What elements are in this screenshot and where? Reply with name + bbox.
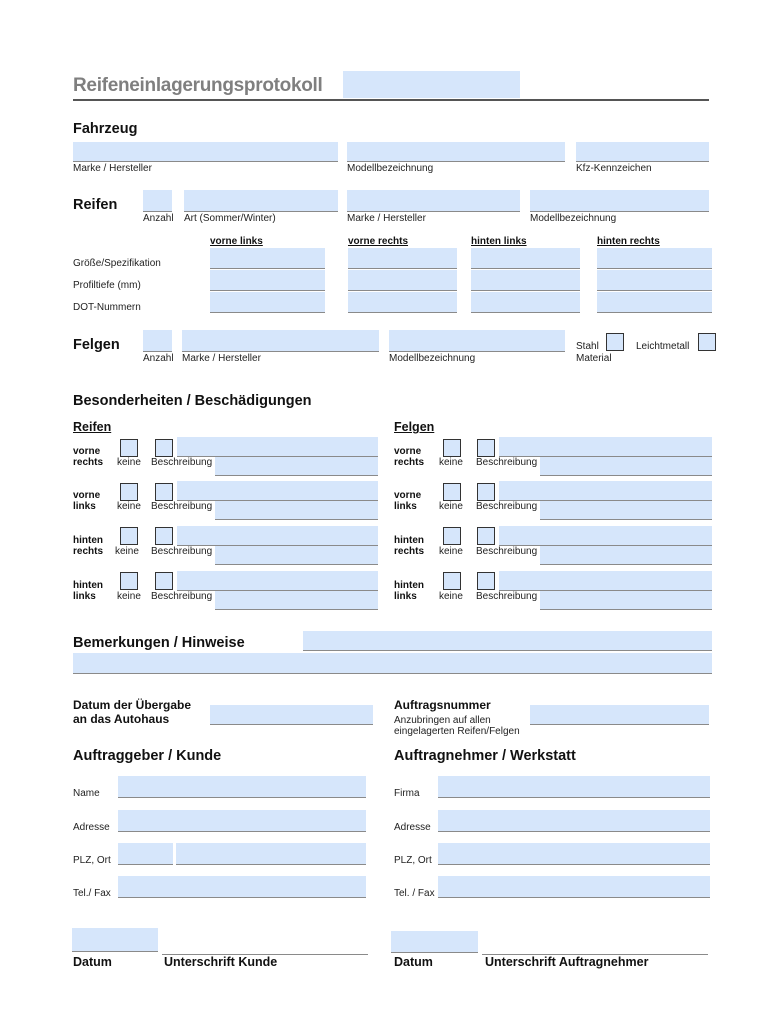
reifen-row-groesse-label: Größe/Spezifikation [73, 258, 161, 269]
auftragsnummer-hint-line2: eingelagerten Reifen/Felgen [394, 726, 520, 737]
reifen-vr-beschreibung-checkbox[interactable] [155, 439, 173, 457]
reifen-marke-field[interactable] [347, 190, 520, 212]
reifen-profil-vr-field[interactable] [348, 270, 457, 291]
keine-label: keine [439, 457, 463, 468]
felgen-hl-beschreibung-field-1[interactable] [499, 571, 712, 591]
reifen-row-pos2: links [73, 501, 96, 512]
felgen-leichtmetall-checkbox[interactable] [698, 333, 716, 351]
keine-label: keine [117, 457, 141, 468]
felgen-hr-beschreibung-field-2[interactable] [540, 546, 712, 565]
signature-datum-label: Datum [73, 955, 112, 969]
section-reifen-heading: Reifen [73, 197, 118, 213]
kunde-ort-field[interactable] [176, 843, 366, 865]
title-rule [73, 99, 709, 101]
werkstatt-adresse-field[interactable] [438, 810, 710, 832]
reifen-modell-field[interactable] [530, 190, 709, 212]
reifen-groesse-hr-field[interactable] [597, 248, 712, 269]
felgen-stahl-label: Stahl [576, 341, 599, 352]
felgen-material-label: Material [576, 353, 612, 364]
reifen-vr-beschreibung-field-2[interactable] [215, 457, 378, 476]
reifen-row-pos1: hinten [73, 580, 103, 591]
beschreibung-label: Beschreibung [151, 546, 213, 557]
reifen-hr-beschreibung-checkbox[interactable] [155, 527, 173, 545]
felgen-row-pos1: hinten [394, 580, 424, 591]
felgen-row-pos2: rechts [394, 457, 425, 468]
reifen-hr-beschreibung-field-2[interactable] [215, 546, 378, 565]
auftragsnummer-heading: Auftragsnummer [394, 698, 491, 712]
werkstatt-plz-field[interactable] [438, 843, 710, 865]
reifen-hr-beschreibung-field-1[interactable] [177, 526, 378, 546]
felgen-row-pos1: hinten [394, 535, 424, 546]
felgen-hl-beschreibung-checkbox[interactable] [477, 572, 495, 590]
felgen-row-pos1: vorne [394, 446, 422, 457]
reifen-vr-keine-checkbox[interactable] [120, 439, 138, 457]
felgen-row-pos2: links [394, 591, 417, 602]
fahrzeug-marke-field[interactable] [73, 142, 338, 162]
felgen-hr-keine-checkbox[interactable] [443, 527, 461, 545]
reifen-hl-beschreibung-field-2[interactable] [215, 591, 378, 610]
reifen-vl-beschreibung-field-1[interactable] [177, 481, 378, 501]
felgen-anzahl-field[interactable] [143, 330, 172, 352]
besonderheiten-reifen-heading: Reifen [73, 420, 112, 434]
reifen-groesse-vr-field[interactable] [348, 248, 457, 269]
felgen-row-pos2: rechts [394, 546, 425, 557]
felgen-hl-keine-checkbox[interactable] [443, 572, 461, 590]
kunde-adresse-field[interactable] [118, 810, 366, 832]
fahrzeug-kfz-label: Kfz-Kennzeichen [576, 163, 652, 174]
reifen-dot-hl-field[interactable] [471, 292, 580, 313]
keine-label: keine [117, 501, 141, 512]
fahrzeug-modell-label: Modellbezeichnung [347, 163, 434, 174]
felgen-stahl-checkbox[interactable] [606, 333, 624, 351]
felgen-row-pos1: vorne [394, 490, 422, 501]
reifen-hl-keine-checkbox[interactable] [120, 572, 138, 590]
felgen-vl-beschreibung-checkbox[interactable] [477, 483, 495, 501]
reifen-dot-vr-field[interactable] [348, 292, 457, 313]
beschreibung-label: Beschreibung [151, 591, 213, 602]
reifen-marke-label: Marke / Hersteller [347, 213, 426, 224]
kunde-plz-label: PLZ, Ort [73, 855, 111, 866]
uebergabe-label-line2: an das Autohaus [73, 712, 170, 726]
uebergabe-datum-field[interactable] [210, 705, 373, 725]
felgen-hr-beschreibung-checkbox[interactable] [477, 527, 495, 545]
werkstatt-datum-field[interactable] [391, 931, 478, 953]
beschreibung-label: Beschreibung [476, 457, 538, 468]
reifen-vl-beschreibung-field-2[interactable] [215, 501, 378, 520]
werkstatt-tel-label: Tel. / Fax [394, 888, 435, 899]
title-number-field[interactable] [343, 71, 520, 98]
werkstatt-adresse-label: Adresse [394, 822, 431, 833]
reifen-col-hinten-links: hinten links [471, 236, 527, 247]
felgen-vr-beschreibung-field-1[interactable] [499, 437, 712, 457]
signature-datum2-label: Datum [394, 955, 433, 969]
kunde-name-label: Name [73, 788, 100, 799]
reifen-profil-hl-field[interactable] [471, 270, 580, 291]
section-werkstatt-heading: Auftragnehmer / Werkstatt [394, 748, 576, 764]
felgen-modell-field[interactable] [389, 330, 565, 352]
werkstatt-tel-field[interactable] [438, 876, 710, 898]
besonderheiten-felgen-heading: Felgen [394, 420, 435, 434]
beschreibung-label: Beschreibung [476, 591, 538, 602]
beschreibung-label: Beschreibung [476, 546, 538, 557]
reifen-anzahl-label: Anzahl [143, 213, 174, 224]
reifen-anzahl-field[interactable] [143, 190, 172, 212]
felgen-vl-beschreibung-field-1[interactable] [499, 481, 712, 501]
kunde-plz-field[interactable] [118, 843, 173, 865]
felgen-vr-keine-checkbox[interactable] [443, 439, 461, 457]
reifen-col-vorne-links: vorne links [210, 236, 263, 247]
beschreibung-label: Beschreibung [151, 501, 213, 512]
felgen-marke-label: Marke / Hersteller [182, 353, 261, 364]
reifen-art-field[interactable] [184, 190, 338, 212]
reifen-vr-beschreibung-field-1[interactable] [177, 437, 378, 457]
reifen-row-dot-label: DOT-Nummern [73, 302, 141, 313]
reifen-vl-keine-checkbox[interactable] [120, 483, 138, 501]
fahrzeug-kfz-field[interactable] [576, 142, 709, 162]
reifen-groesse-hl-field[interactable] [471, 248, 580, 269]
reifen-hl-beschreibung-field-1[interactable] [177, 571, 378, 591]
reifen-row-pos2: rechts [73, 546, 104, 557]
reifen-row-pos1: vorne [73, 490, 101, 501]
beschreibung-label: Beschreibung [476, 501, 538, 512]
kunde-adresse-label: Adresse [73, 822, 110, 833]
felgen-vl-beschreibung-field-2[interactable] [540, 501, 712, 520]
signature-werkstatt-label: Unterschrift Auftragnehmer [485, 955, 649, 969]
werkstatt-firma-field[interactable] [438, 776, 710, 798]
beschreibung-label: Beschreibung [151, 457, 213, 468]
section-besonderheiten-heading: Besonderheiten / Beschädigungen [73, 393, 312, 409]
felgen-anzahl-label: Anzahl [143, 353, 174, 364]
reifen-col-hinten-rechts: hinten rechts [597, 236, 660, 247]
felgen-hl-beschreibung-field-2[interactable] [540, 591, 712, 610]
auftragsnummer-field[interactable] [530, 705, 709, 725]
keine-label: keine [117, 591, 141, 602]
reifen-dot-hr-field[interactable] [597, 292, 712, 313]
section-fahrzeug-heading: Fahrzeug [73, 121, 138, 137]
keine-label: keine [439, 591, 463, 602]
section-felgen-heading: Felgen [73, 337, 120, 353]
kunde-tel-field[interactable] [118, 876, 366, 898]
fahrzeug-modell-field[interactable] [347, 142, 565, 162]
kunde-name-field[interactable] [118, 776, 366, 798]
felgen-hr-beschreibung-field-1[interactable] [499, 526, 712, 546]
bemerkungen-field-2[interactable] [73, 653, 712, 674]
felgen-row-pos2: links [394, 501, 417, 512]
werkstatt-plz-label: PLZ, Ort [394, 855, 432, 866]
reifen-profil-hr-field[interactable] [597, 270, 712, 291]
reifen-hl-beschreibung-checkbox[interactable] [155, 572, 173, 590]
keine-label: keine [115, 546, 139, 557]
reifen-art-label: Art (Sommer/Winter) [184, 213, 276, 224]
reifen-dot-vl-field[interactable] [210, 292, 325, 313]
section-kunde-heading: Auftraggeber / Kunde [73, 748, 222, 764]
reifen-groesse-vl-field[interactable] [210, 248, 325, 269]
kunde-tel-label: Tel./ Fax [73, 888, 111, 899]
reifen-col-vorne-rechts: vorne rechts [348, 236, 409, 247]
felgen-vr-beschreibung-field-2[interactable] [540, 457, 712, 476]
uebergabe-label-line1: Datum der Übergabe [73, 698, 192, 712]
fahrzeug-marke-label: Marke / Hersteller [73, 163, 152, 174]
bemerkungen-field-1[interactable] [303, 631, 712, 651]
reifen-hr-keine-checkbox[interactable] [120, 527, 138, 545]
reifen-row-profil-label: Profiltiefe (mm) [73, 280, 141, 291]
felgen-vr-beschreibung-checkbox[interactable] [477, 439, 495, 457]
keine-label: keine [439, 546, 463, 557]
werkstatt-firma-label: Firma [394, 788, 420, 799]
reifen-modell-label: Modellbezeichnung [530, 213, 617, 224]
reifen-vl-beschreibung-checkbox[interactable] [155, 483, 173, 501]
felgen-vl-keine-checkbox[interactable] [443, 483, 461, 501]
kunde-datum-field[interactable] [72, 928, 158, 952]
felgen-marke-field[interactable] [182, 330, 379, 352]
reifen-row-pos1: vorne [73, 446, 101, 457]
keine-label: keine [439, 501, 463, 512]
reifen-row-pos2: rechts [73, 457, 104, 468]
reifen-row-pos1: hinten [73, 535, 103, 546]
reifen-profil-vl-field[interactable] [210, 270, 325, 291]
reifen-row-pos2: links [73, 591, 96, 602]
felgen-modell-label: Modellbezeichnung [389, 353, 476, 364]
page-title: Reifeneinlagerungsprotokoll [73, 75, 323, 96]
auftragsnummer-hint-line1: Anzubringen auf allen [394, 715, 491, 726]
signature-kunde-label: Unterschrift Kunde [164, 955, 278, 969]
felgen-leichtmetall-label: Leichtmetall [636, 341, 690, 352]
section-bemerkungen-heading: Bemerkungen / Hinweise [73, 635, 245, 651]
